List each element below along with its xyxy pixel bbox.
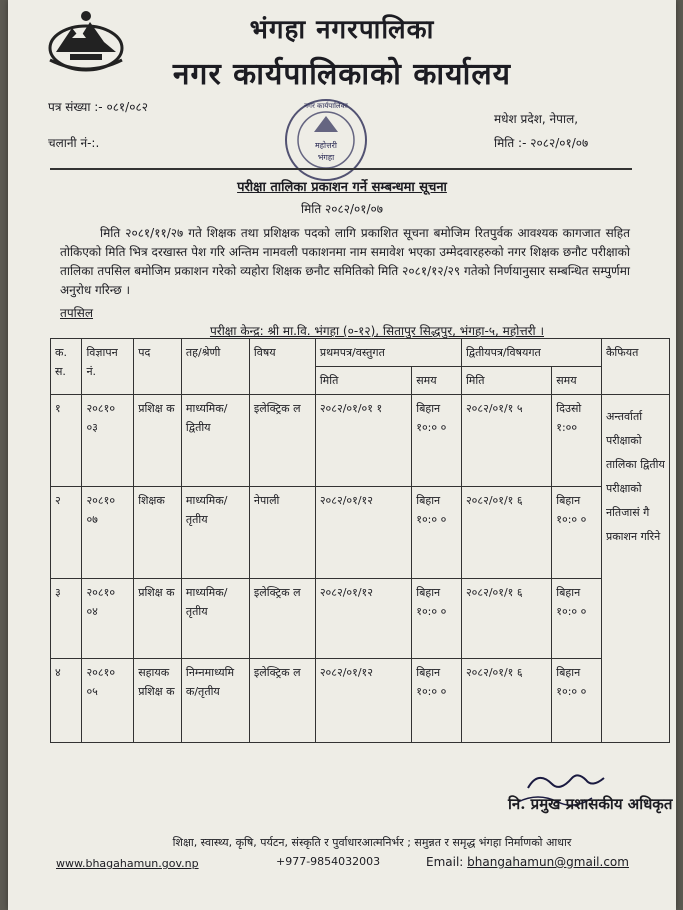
seal-text-3: नगर कार्यपालिका — [304, 102, 348, 110]
cell-pad: प्रशिक्ष क — [134, 579, 182, 659]
cell-pad: प्रशिक्ष क — [134, 395, 182, 487]
notice-date: मिति २०८२/०१/०७ — [300, 202, 384, 216]
header-sn: क. स. — [51, 339, 82, 395]
cell-vishay: इलेक्ट्रिक ल — [249, 395, 315, 487]
header-divider — [50, 168, 632, 170]
cell-time-1: बिहान १०:० ० — [412, 487, 462, 579]
cell-time-2: दिउसो १:०० — [552, 395, 602, 487]
email-link[interactable]: bhangahamun@gmail.com — [467, 855, 629, 869]
cell-pad: सहायक प्रशिक्ष क — [134, 659, 182, 743]
cell-date-2: २०८२/०१/१ ६ — [461, 579, 551, 659]
cell-vigyapan: २०८१० ०५ — [82, 659, 134, 743]
header-first-paper: प्रथमपत्र/वस्तुगत — [315, 339, 461, 367]
cell-vigyapan: २०८१० ०३ — [82, 395, 134, 487]
header-remarks: कैफियत — [601, 339, 669, 395]
cell-taha: माध्यमिक/ तृतीय — [181, 487, 249, 579]
header-pad: पद — [134, 339, 182, 395]
table-row — [51, 579, 670, 659]
office-name: नगर कार्यपालिकाको कार्यालय — [172, 57, 512, 92]
notice-paragraph: मिति २०८१/११/२७ गते शिक्षक तथा प्रशिक्षक पदको लागि प्रकाशित सूचना बमोजिम रितपुर्वक आवश्यक कागजात सहित तोकिएको मिति भित्र दरखास्त पेश गरि अन्तिम नामवली पकाशनमा नाम समावेश भएका उम्मेदवारहरुको नगर शिक्षक छनौट परीक्षाको तालिका तपसिल बमोजिम प्रकाशन गरेको व्यहोरा शिक्षक छनौट समितिको मिति २०८१/१२/२९ गतेको निर्णयानुसार सम्बन्धित सम्पुर्णमा अनुरोध गरिन्छ । — [60, 226, 630, 297]
cell-time-2: बिहान १०:० ० — [552, 487, 602, 579]
details-label: तपसिल — [60, 306, 94, 320]
header-vishay: विषय — [249, 339, 315, 395]
municipality-name: भंगहा नगरपालिका — [249, 15, 435, 45]
cell-vishay: इलेक्ट्रिक ल — [249, 659, 315, 743]
table-row — [51, 659, 670, 743]
cell-date-1: २०८२/०१/१२ — [315, 579, 411, 659]
header-time-2: समय — [552, 367, 602, 395]
email-contact — [426, 855, 629, 869]
cell-time-2: बिहान १०:० ० — [552, 579, 602, 659]
cell-taha: माध्यमिक/ द्वितीय — [181, 395, 249, 487]
cell-time-2: बिहान १०:० ० — [552, 659, 602, 743]
cell-pad: शिक्षक — [134, 487, 182, 579]
phone-number: +977-9854032003 — [276, 855, 381, 868]
cell-sn: ४ — [51, 659, 82, 743]
cell-date-1: २०८२/०१/१२ — [315, 659, 411, 743]
cell-vishay: इलेक्ट्रिक ल — [249, 579, 315, 659]
cell-date-2: २०८२/०१/१ ६ — [461, 487, 551, 579]
cell-date-1: २०८२/०१/०१ १ — [315, 395, 411, 487]
letter-page — [8, 0, 676, 910]
seal-text-1: महोत्तरी — [315, 141, 337, 150]
cell-time-1: बिहान १०:० ० — [412, 579, 462, 659]
table-row — [51, 487, 670, 579]
cell-date-2: २०८२/०१/१ ६ — [461, 659, 551, 743]
cell-vigyapan: २०८१० ०४ — [82, 579, 134, 659]
office-seal-stamp — [278, 92, 374, 188]
header-taha: तह/श्रेणी — [181, 339, 249, 395]
exam-centre: परीक्षा केन्द्र: श्री मा.वि. भंगहा (०-१२), सितापुर सिद्धपुर, भंगहा-५, महोत्तरी । — [209, 324, 545, 338]
signatory-title: नि. प्रमुख प्रशासकीय अधिकृत — [508, 795, 673, 813]
exam-schedule-table — [50, 338, 670, 743]
cell-vigyapan: २०८१० ०७ — [82, 487, 134, 579]
cell-time-1: बिहान १०:० ० — [412, 659, 462, 743]
website-link[interactable]: www.bhagahamun.gov.np — [56, 857, 199, 870]
notice-subject: परीक्षा तालिका प्रकाशन गर्ने सम्बन्धमा सूचना — [237, 180, 447, 195]
cell-time-1: बिहान १०:० ० — [412, 395, 462, 487]
cell-taha: माध्यमिक/ तृतीय — [181, 579, 249, 659]
email-label: Email: — [426, 855, 464, 869]
cell-sn: ३ — [51, 579, 82, 659]
seal-text-2: भंगहा — [317, 153, 335, 162]
header-vigyapan: विज्ञापन नं. — [82, 339, 134, 395]
cell-date-2: २०८२/०१/१ ५ — [461, 395, 551, 487]
header-date-2: मिति — [461, 367, 551, 395]
cell-date-1: २०८२/०१/१२ — [315, 487, 411, 579]
cell-vishay: नेपाली — [249, 487, 315, 579]
letter-number: पत्र संख्या :- ०८१/०८२ — [48, 100, 148, 114]
table-row — [51, 395, 670, 487]
cell-remarks: अन्तर्वार्ता परीक्षाको तालिका द्वितीय परीक्षाको नतिजासं गै प्रकाशन गरिने — [601, 395, 669, 743]
dispatch-number: चलानी नं-:. — [48, 136, 100, 150]
province: मधेश प्रदेश, नेपाल, — [494, 112, 579, 126]
cell-sn: १ — [51, 395, 82, 487]
footer-slogan: शिक्षा, स्वास्थ्य, कृषि, पर्यटन, संस्कृति र पुर्वाधारआत्मनिर्भर ; समुन्नत र समृद्ध भंगहा निर्माणको आधार — [172, 836, 572, 849]
cell-sn: २ — [51, 487, 82, 579]
header-time-1: समय — [412, 367, 462, 395]
letter-date: मिति :- २०८२/०१/०७ — [494, 136, 589, 150]
header-date-1: मिति — [315, 367, 411, 395]
header-second-paper: द्वितीयपत्र/विषयगत — [461, 339, 601, 367]
cell-taha: निम्नमाध्यमि क/तृतीय — [181, 659, 249, 743]
